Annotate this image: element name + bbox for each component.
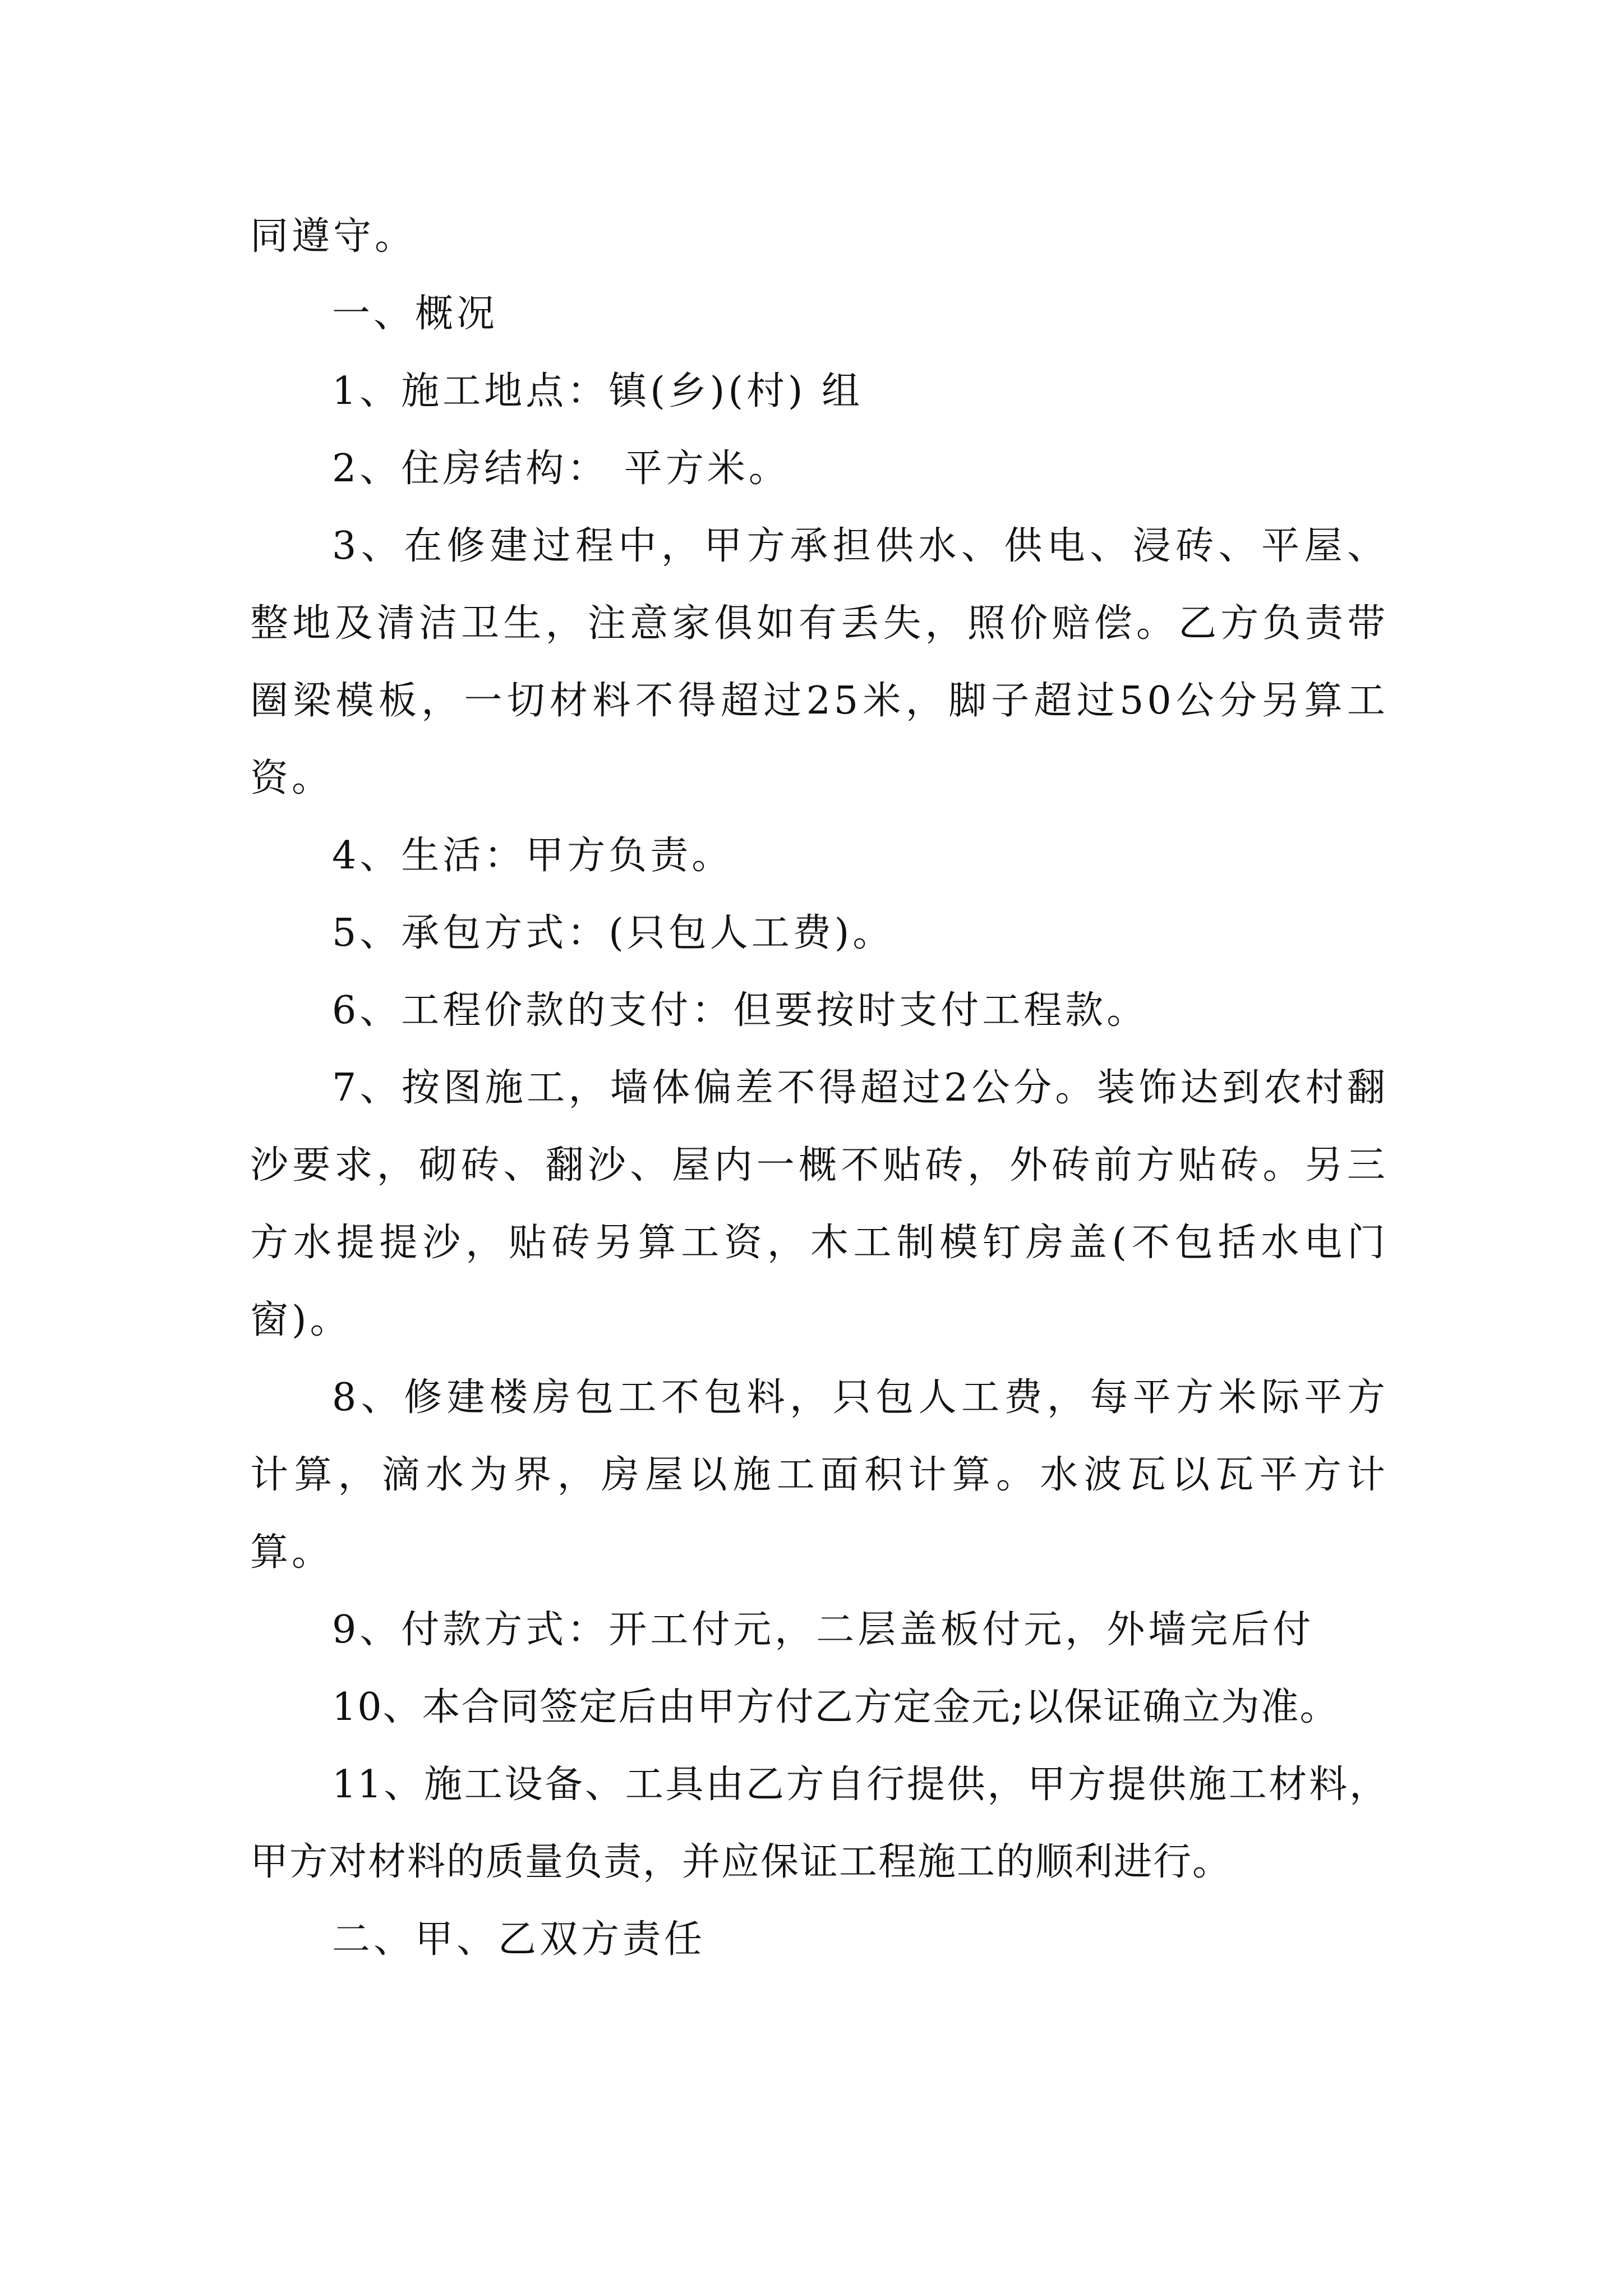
clause-4-living: 4、生活：甲方负责。 bbox=[332, 834, 734, 878]
clause-9-payment-schedule: 9、付款方式：开工付元，二层盖板付元，外墙完后付 bbox=[332, 1608, 1315, 1652]
clause-10-deposit: 10、本合同签定后由甲方付乙方定金元;以保证确立为准。 bbox=[332, 1685, 1339, 1729]
clause-7-construction-spec: 7、按图施工，墙体偏差不得超过2公分。装饰达到农村翻沙要求，砌砖、翻沙、屋内一概不贴砖，外砖前方贴砖。另三方水提提沙，贴砖另算工资，木工制模钉房盖(不包括水电门窗)。 bbox=[250, 1066, 1389, 1342]
paragraph-closing-line: 同遵守。 bbox=[250, 214, 417, 259]
section-heading-overview: 一、概况 bbox=[332, 292, 499, 336]
clause-3-responsibilities: 3、在修建过程中，甲方承担供水、供电、浸砖、平屋、整地及清洁卫生，注意家俱如有丢失，照价赔偿。乙方负责带圈梁模板，一切材料不得超过25米，脚子超过50公分另算工资。 bbox=[250, 524, 1389, 800]
section-heading-responsibilities: 二、甲、乙双方责任 bbox=[332, 1917, 706, 1962]
clause-1-location: 1、施工地点：镇(乡)(村) 组 bbox=[332, 369, 863, 413]
document-body bbox=[250, 198, 1389, 1978]
clause-2-structure: 2、住房结构： 平方米。 bbox=[332, 447, 790, 491]
clause-6-payment-terms: 6、工程价款的支付：但要按时支付工程款。 bbox=[332, 988, 1149, 1033]
clause-11-equipment: 11、施工设备、工具由乙方自行提供，甲方提供施工材料，甲方对材料的质量负责，并应保证工程施工的顺利进行。 bbox=[250, 1763, 1389, 1884]
clause-8-labor-calculation: 8、修建楼房包工不包料，只包人工费，每平方米际平方计算，滴水为界，房屋以施工面积计算。水波瓦以瓦平方计算。 bbox=[250, 1375, 1389, 1575]
clause-5-contract-mode: 5、承包方式：(只包人工费)。 bbox=[332, 911, 895, 955]
